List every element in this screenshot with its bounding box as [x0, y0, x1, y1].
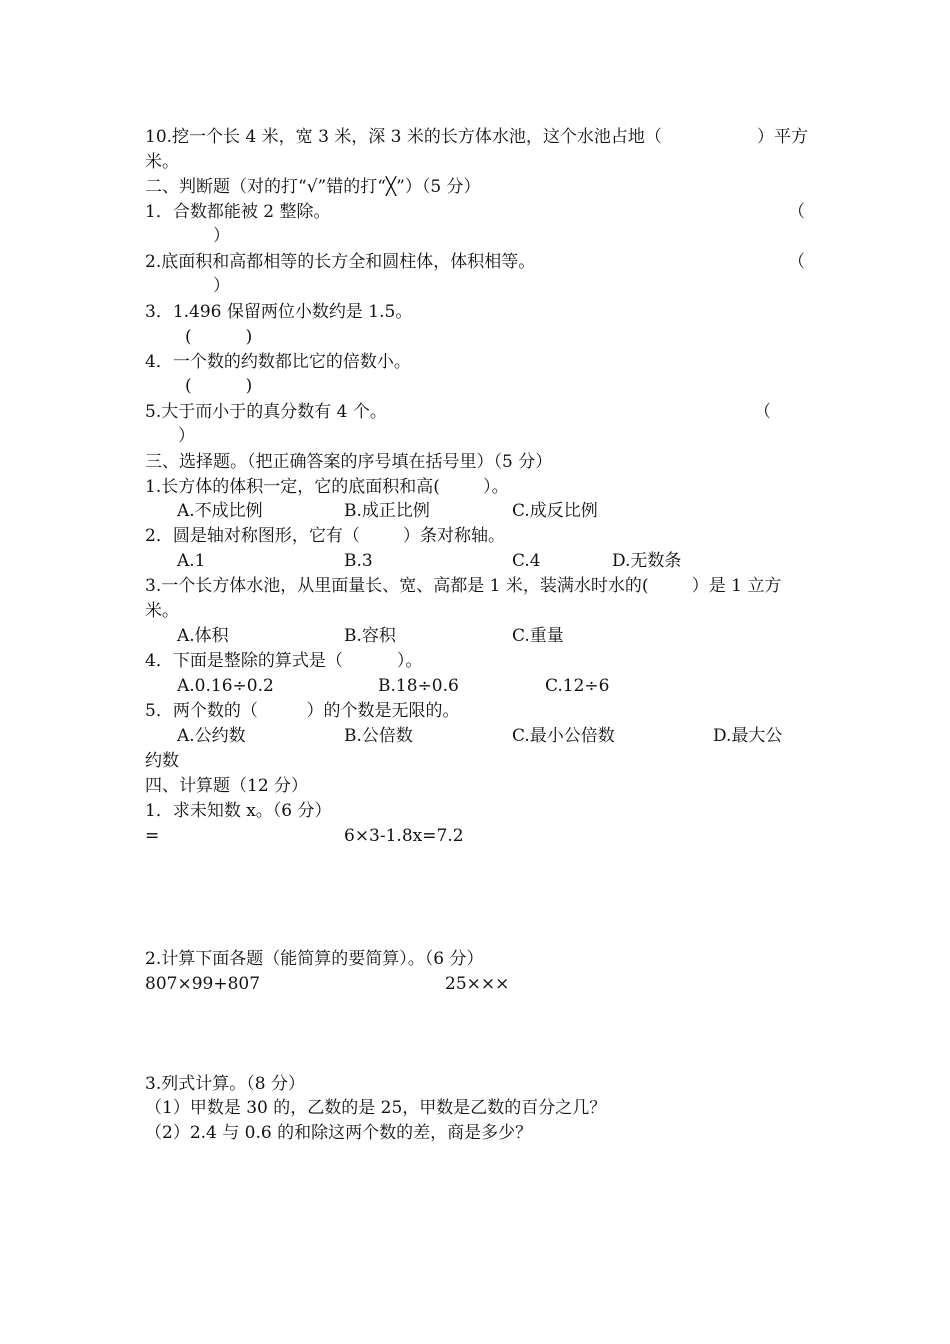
choice-q4-option-c: C.12÷6 [545, 676, 610, 696]
choice-q3-option-a: A.体积 [177, 626, 229, 646]
judge-item-1-open: （ [788, 202, 805, 222]
choice-q1-option-a: A.不成比例 [177, 501, 263, 521]
choice-q2-option-d: D.无数条 [612, 551, 682, 571]
choice-q3: 3.一个长方体水池，从里面量长、宽、高都是 1 米，装满水时水的( ）是 1 立方 [145, 576, 782, 596]
judge-item-5: 5.大于而小于的真分数有 4 个。 [145, 402, 387, 422]
section-4-heading: 四、计算题（12 分） [145, 776, 309, 796]
choice-q4: 4．下面是整除的算式是（ ）。 [145, 651, 423, 671]
choice-q4-option-a: A.0.16÷0.2 [177, 676, 274, 696]
question-10-text-cont: 米。 [145, 152, 179, 172]
equation-left: = [145, 826, 160, 846]
question-10-text: 10.挖一个长 4 米，宽 3 米，深 3 米的长方体水池，这个水池占地（ [145, 127, 662, 147]
judge-item-3-bracket: ( ) [185, 327, 253, 347]
choice-q5-option-a: A.公约数 [177, 726, 246, 746]
calc-expression-left: 807×99+807 [145, 974, 261, 994]
judge-item-3: 3．1.496 保留两位小数约是 1.5。 [145, 302, 413, 322]
judge-item-2-close: ） [213, 276, 230, 296]
choice-q2-option-a: A.1 [177, 551, 206, 571]
choice-q2-option-b: B.3 [344, 551, 373, 571]
choice-q5: 5．两个数的（ ）的个数是无限的。 [145, 701, 460, 721]
calc-sub-1: 1．求未知数 x。（6 分） [145, 801, 332, 821]
judge-item-4-bracket: ( ) [185, 376, 253, 396]
choice-q3-cont: 米。 [145, 601, 179, 621]
section-3-heading: 三、选择题。（把正确答案的序号填在括号里）（5 分） [145, 452, 553, 472]
judge-item-5-close: ） [178, 426, 195, 446]
calc-expression-right: 25××× [445, 974, 510, 994]
choice-q2: 2．圆是轴对称图形，它有（ ）条对称轴。 [145, 526, 506, 546]
word-problem-2: （2）2.4 与 0.6 的和除这两个数的差，商是多少？ [145, 1123, 533, 1143]
question-10-blank-tail: ）平方 [757, 127, 808, 147]
choice-q1: 1.长方体的体积一定，它的底面积和高( ）。 [145, 477, 509, 497]
section-2-heading: 二、判断题（对的打“√”错的打“╳”）（5 分） [145, 177, 481, 197]
choice-q1-option-b: B.成正比例 [344, 501, 430, 521]
choice-q5-option-d: D.最大公 [713, 726, 783, 746]
choice-q5-option-c: C.最小公倍数 [512, 726, 615, 746]
judge-item-2-open: （ [788, 252, 805, 272]
choice-q2-option-c: C.4 [512, 551, 541, 571]
choice-q5-option-b: B.公倍数 [344, 726, 413, 746]
judge-item-2: 2.底面积和高都相等的长方全和圆柱体，体积相等。 [145, 252, 536, 272]
equation-right: 6×3-1.8x=7.2 [344, 826, 464, 846]
choice-q3-option-b: B.容积 [344, 626, 396, 646]
calc-sub-2: 2.计算下面各题（能简算的要简算）。（6 分） [145, 949, 484, 969]
word-problem-1: （1）甲数是 30 的，乙数的是 25，甲数是乙数的百分之几？ [145, 1098, 607, 1118]
judge-item-1-close: ） [213, 226, 230, 246]
choice-q4-option-b: B.18÷0.6 [378, 676, 459, 696]
choice-q1-option-c: C.成反比例 [512, 501, 598, 521]
choice-q5-option-d-cont: 约数 [145, 751, 179, 771]
judge-item-4: 4．一个数的约数都比它的倍数小。 [145, 352, 411, 372]
judge-item-1: 1．合数都能被 2 整除。 [145, 202, 331, 222]
calc-sub-3: 3.列式计算。（8 分） [145, 1074, 305, 1094]
choice-q3-option-c: C.重量 [512, 626, 564, 646]
judge-item-5-open: （ [754, 402, 771, 422]
